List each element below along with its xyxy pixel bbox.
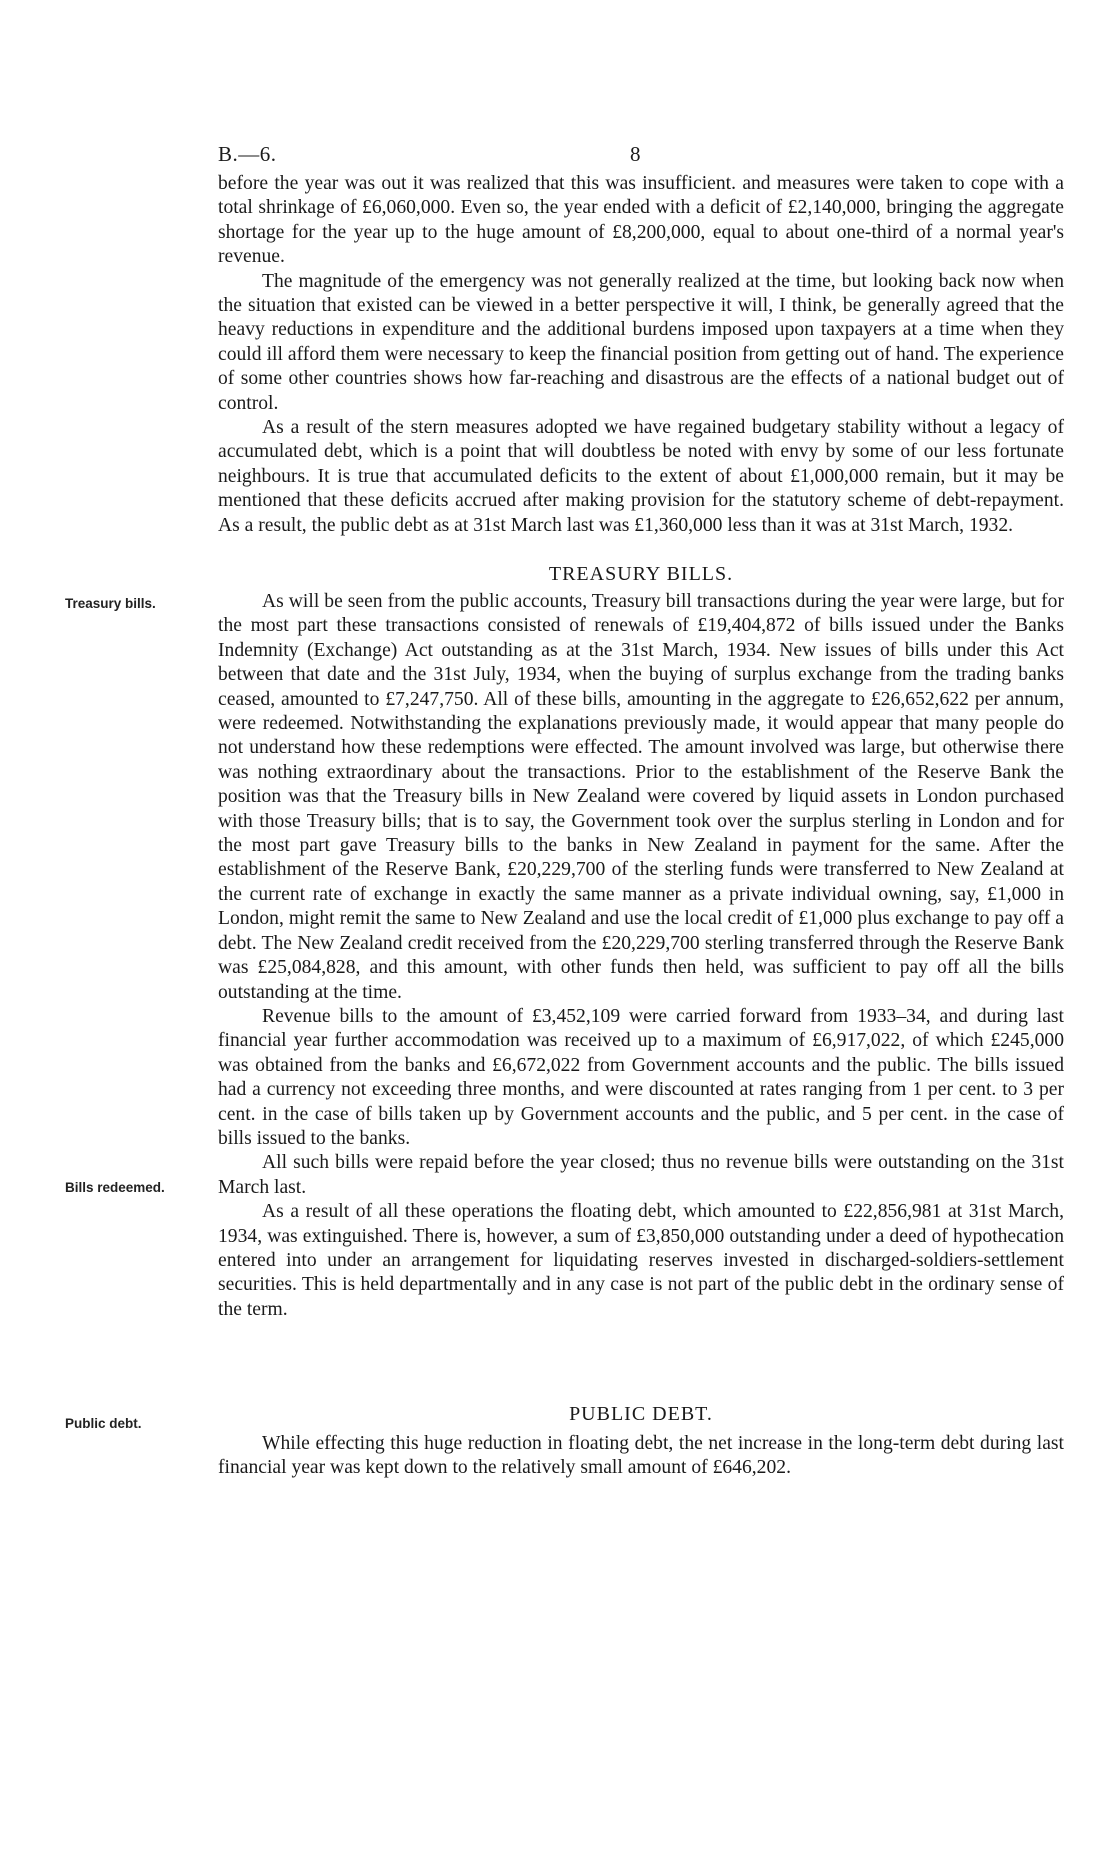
intro-paragraph-1: before the year was out it was realized that this was insufficient. and measures were taken to cope with a total shrinkage of £6,060,000. Even so, the year ended with a deficit of £2,140,000, bringing the aggregate shortage for the year up to the huge amount of £8,200,000, equal to about one-third of a normal year's revenue.: [218, 173, 1064, 268]
treasury-bills-paragraph-2: Revenue bills to the amount of £3,452,109 were carried forward from 1933–34, and during last financial year further accommodation was received up to a maximum of £6,917,022, of which £245,000 was obtained from the banks and £6,672,022 from Government accounts and the public. The bills issued had a currency not exceeding three months, and were discounted at rates ranging from 1 per cent. to 3 per cent. in the case of bills taken up by Government accounts and the public, and 5 per cent. in the case of bills issued to the banks.: [218, 1005, 1064, 1149]
public-debt-paragraph-1: While effecting this huge reduction in floating debt, the net increase in the long-term debt during last financial year was kept down to the relatively small amount of £646,202.: [218, 1433, 1064, 1479]
page-number: 8: [630, 142, 641, 166]
treasury-bills-paragraph-1: As will be seen from the public accounts, Treasury bill transactions during the year were large, but for the most part these transactions consisted of renewals of £19,404,872 of bills issued under the Banks Indemnity (Exchange) Act outstanding as at the 31st March, 1934. New issues of bills under this Act between that date and the 31st July, 1934, when the buying of surplus exchange from the trading banks ceased, amounted to £7,247,750. All of these bills, amounting in the aggregate to £26,652,622 per annum, were redeemed. Notwithstanding the explanations previously made, it would appear that many people do not understand how these redemptions were effected. The amount involved was large, but otherwise there was nothing extraordinary about the transactions. Prior to the establishment of the Reserve Bank the position was that the Treasury bills in New Zealand were covered by liquid assets in London purchased with those Treasury bills; that is to say, the Government took over the surplus sterling in London and for the most part gave Treasury bills to the banks in New Zealand in payment for the same. After the establishment of the Reserve Bank, £20,229,700 of the sterling funds were transferred to New Zealand at the current rate of exchange in exactly the same manner as a private individual owning, say, £1,000 in London, might remit the same to New Zealand and use the local credit of £1,000 plus exchange to pay off a debt. The New Zealand credit received from the £20,229,700 sterling transferred through the Reserve Bank was £25,084,828, and this amount, with other funds then held, was sufficient to pay off all the bills outstanding at the time.: [218, 591, 1064, 1003]
margin-note-public-debt: Public debt.: [65, 1416, 142, 1431]
treasury-bills-paragraph-4: As a result of all these operations the floating debt, which amounted to £22,856,981 at 31st March, 1934, was extinguished. There is, however, a sum of £3,850,000 outstanding under a deed of hypothecation entered into under an arrangement for liquidating reserves invested in discharged-soldiers-settlement securities. This is held departmentally and in any case is not part of the public debt in the ordinary sense of the term.: [218, 1201, 1064, 1320]
treasury-bills-section: [218, 590, 1064, 1322]
public-debt-heading: PUBLIC DEBT.: [569, 1403, 713, 1425]
margin-note-treasury-bills: Treasury bills.: [65, 596, 156, 611]
public-debt-section: [218, 1432, 1064, 1481]
intro-section: [218, 172, 1064, 538]
treasury-bills-paragraph-3: All such bills were repaid before the year closed; thus no revenue bills were outstanding on the 31st March last.: [218, 1152, 1064, 1198]
document-reference: B.—6.: [218, 142, 277, 166]
margin-note-bills-redeemed: Bills redeemed.: [65, 1180, 165, 1195]
treasury-bills-heading: TREASURY BILLS.: [548, 563, 734, 585]
intro-paragraph-2: The magnitude of the emergency was not generally realized at the time, but looking back now when the situation that existed can be viewed in a better perspective it will, I think, be generally agreed that the heavy reductions in expenditure and the additional burdens imposed upon taxpayers at a time when they could ill afford them were necessary to keep the financial position from getting out of hand. The experience of some other countries shows how far-reaching and disastrous are the effects of a national budget out of control.: [218, 270, 1064, 414]
intro-paragraph-3: As a result of the stern measures adopted we have regained budgetary stability without a legacy of accumulated debt, which is a point that will doubtless be noted with envy by some of our less fortunate neighbours. It is true that accumulated deficits to the extent of about £1,000,000 remain, but it may be mentioned that these deficits accrued after making provision for the statutory scheme of debt-repayment. As a result, the public debt as at 31st March last was £1,360,000 less than it was at 31st March, 1932.: [218, 417, 1064, 536]
